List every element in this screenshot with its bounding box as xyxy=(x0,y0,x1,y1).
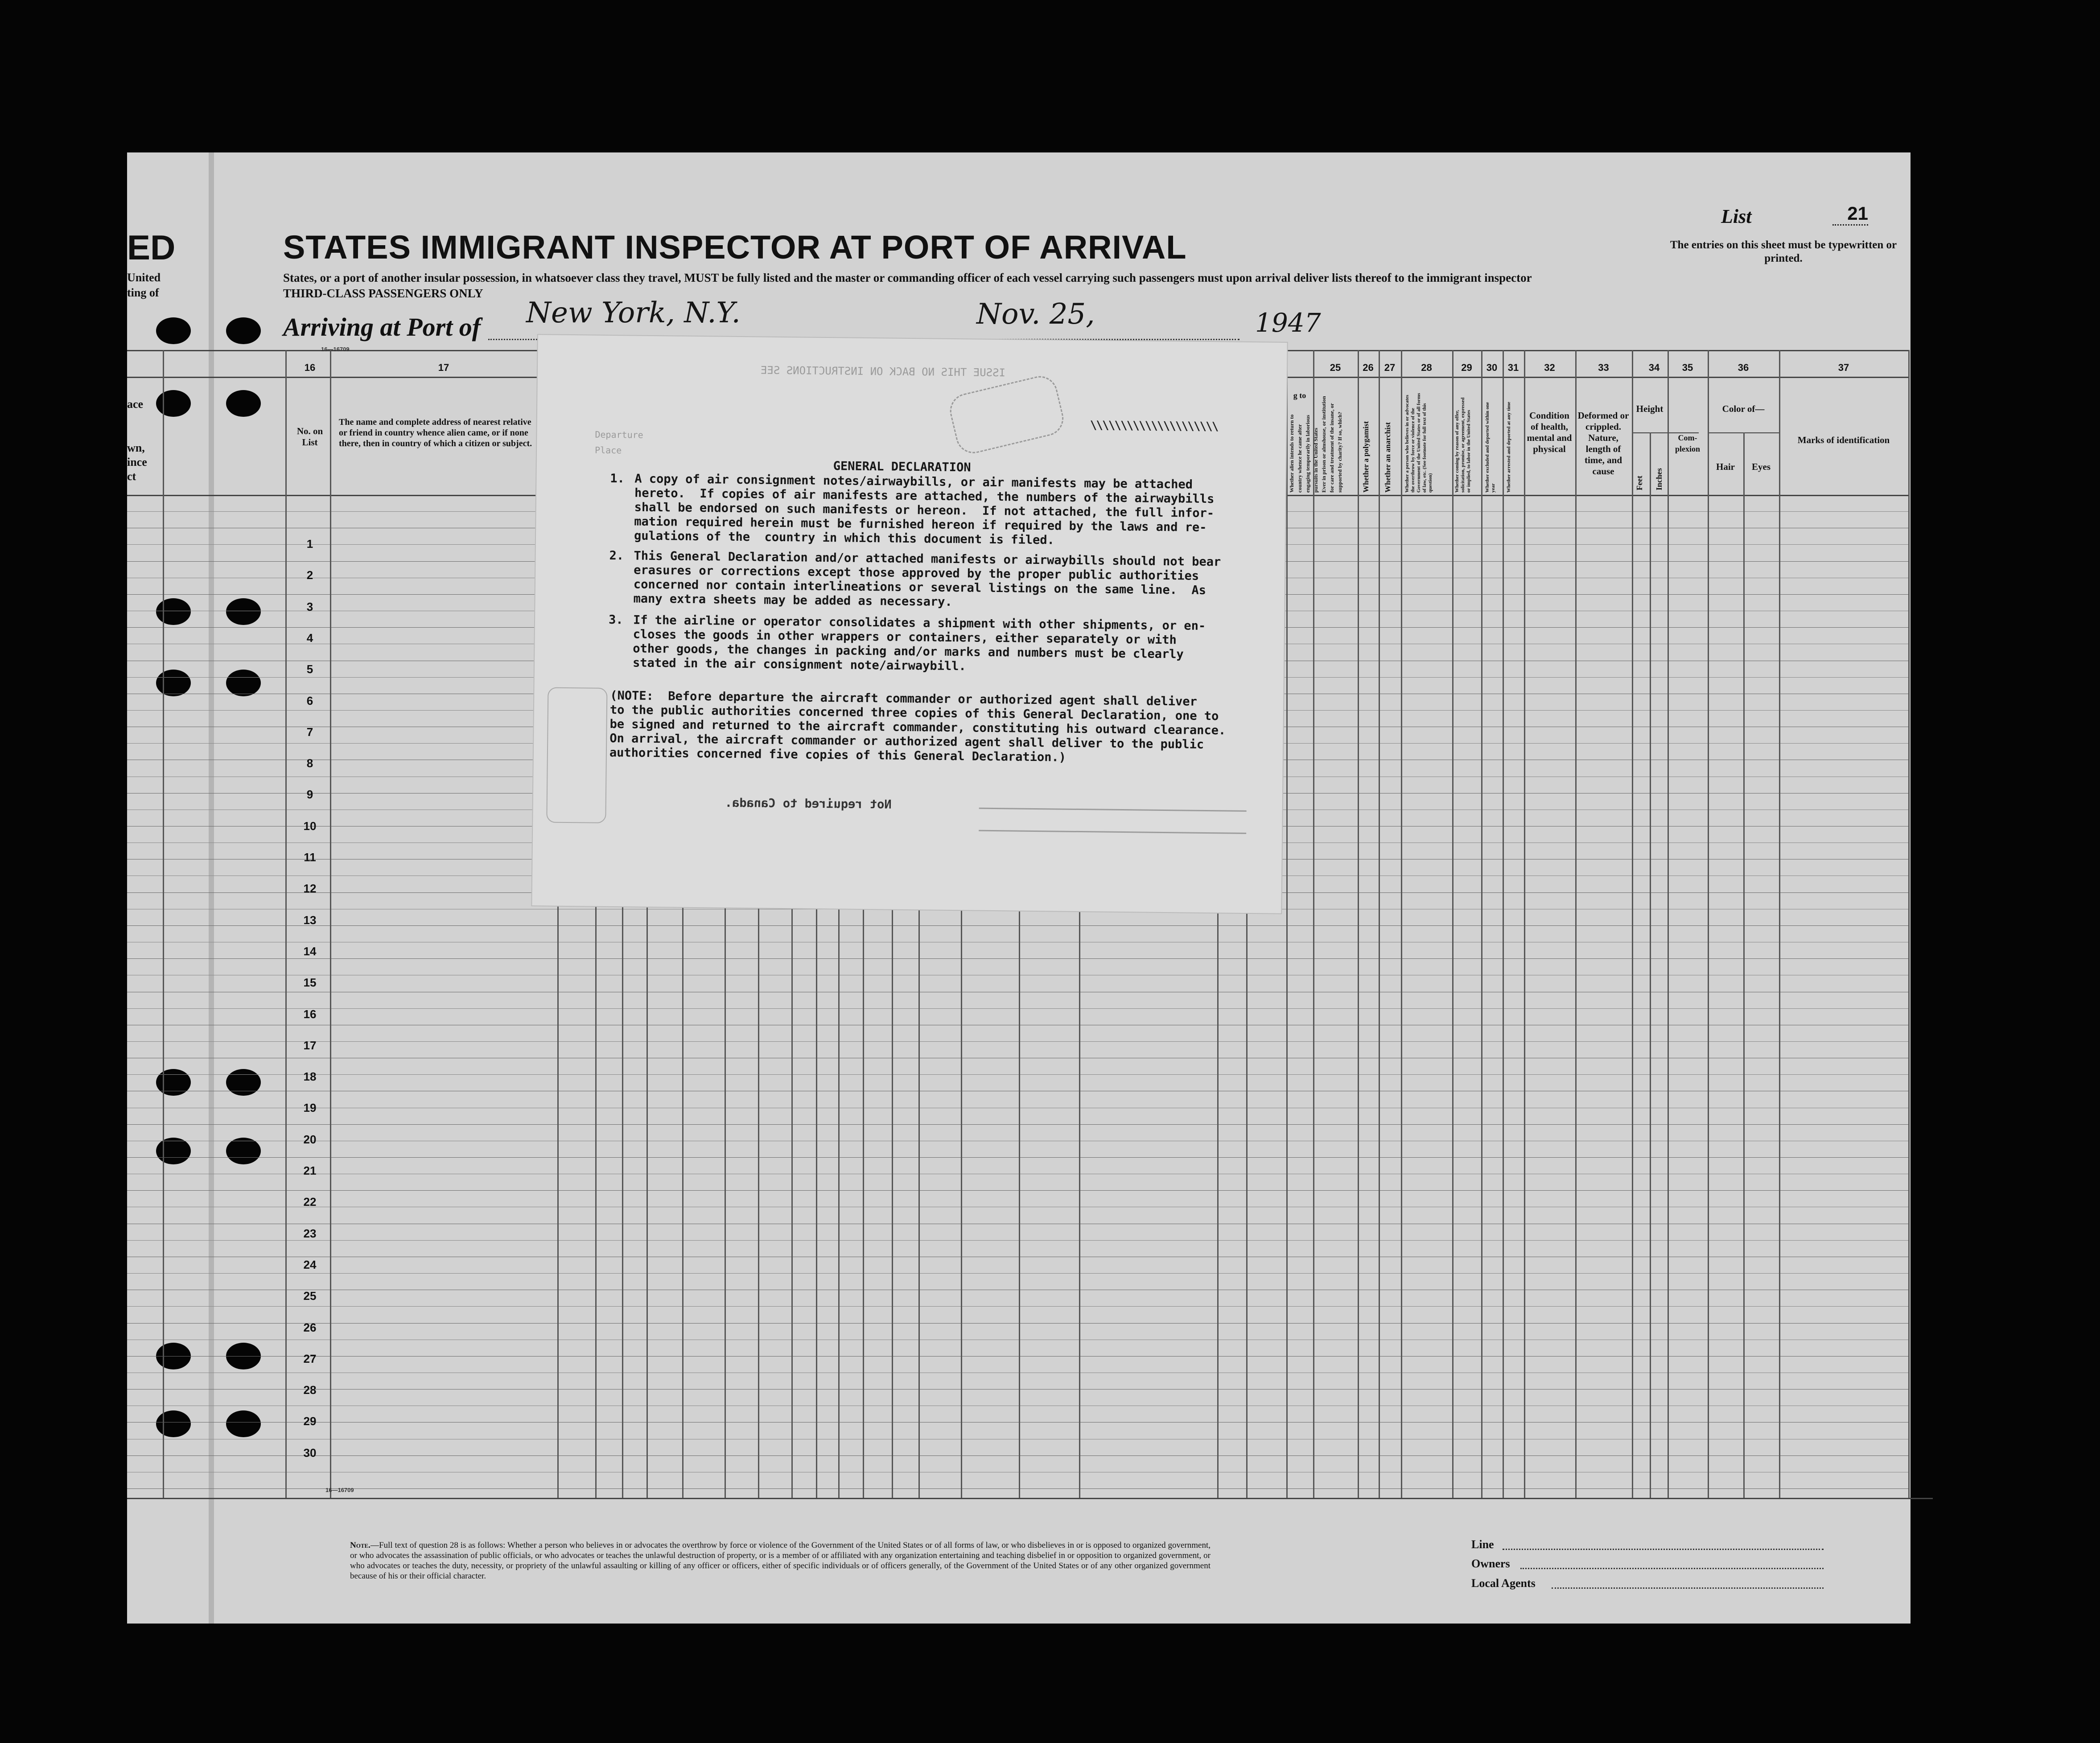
stamp-mark xyxy=(947,373,1067,457)
ghost-text: Place xyxy=(594,444,622,456)
row-number: 5 xyxy=(306,662,313,676)
row-number: 11 xyxy=(304,851,316,864)
row-rule xyxy=(127,1455,1908,1456)
port-handwritten: New York, N.Y. xyxy=(526,296,741,329)
row-rule xyxy=(127,925,1908,926)
row-number: 9 xyxy=(306,788,313,801)
header-partial-left: Whether alien intends to return to country whence he came after engaging temporarily in laborious pursuits in the United States xyxy=(1289,414,1319,493)
header-eyes: Eyes xyxy=(1752,461,1771,472)
line-label: Line xyxy=(1471,1538,1494,1551)
left-fragment: ince xyxy=(127,456,147,469)
row-rule xyxy=(127,1306,1908,1307)
row-number: 22 xyxy=(303,1195,317,1209)
row-number: 12 xyxy=(303,882,317,895)
date-handwritten: Nov. 25, xyxy=(976,298,1095,331)
row-number: 15 xyxy=(303,976,317,989)
declaration-note: (NOTE: Before departure the aircraft commander or authorized agent shall deliver to the public authorities concerned three copies of this General Declaration, one to be signed and returned to the aircraft commander, constituting his outward clearance. On arrival, the aircraft commander or authorized agent shall deliver to the public authorities concerned five copies of this General Declaration.) xyxy=(609,688,1226,765)
row-rule xyxy=(127,1240,1908,1241)
row-number: 28 xyxy=(303,1383,317,1397)
col-number: 31 xyxy=(1507,362,1519,373)
column-rule xyxy=(1908,350,1910,1498)
col-number: 26 xyxy=(1363,362,1374,373)
header-inches: Inches xyxy=(1655,468,1664,490)
column-rule xyxy=(1575,350,1577,1498)
declaration-item-2: This General Declaration and/or attached manifests or airwaybills should not bear erasures or corrections except those approved by the proper public authorities concerned nor contain interlineations or several listings on the same line. As many extra sheets may be added as necessary. xyxy=(633,549,1221,609)
header-marks: Marks of identification xyxy=(1797,435,1890,445)
page-fold xyxy=(209,152,214,1624)
ghost-rule xyxy=(979,830,1246,834)
left-fragment: wn, xyxy=(127,441,145,454)
column-rule xyxy=(1708,350,1709,1498)
left-fragment: ting of xyxy=(127,286,159,299)
agents-label: Local Agents xyxy=(1471,1577,1536,1590)
column-rule xyxy=(1632,350,1633,1498)
footnote xyxy=(350,1540,1211,1581)
left-fragment: ace xyxy=(127,398,144,411)
item-number: 2. xyxy=(609,548,624,563)
column-rule xyxy=(1401,350,1402,1498)
row-rule xyxy=(127,1273,1908,1274)
mirrored-footer: Not required to Canada. xyxy=(725,796,892,812)
declaration-title: GENERAL DECLARATION xyxy=(833,459,971,475)
row-number: 13 xyxy=(303,913,317,927)
left-fragment-ed: ED xyxy=(127,228,176,267)
header-complexion: Com-plexion xyxy=(1675,433,1700,453)
list-label: List xyxy=(1721,206,1752,227)
header-col33: Deformed or crippled. Nature, length of time, and cause xyxy=(1577,410,1629,477)
general-declaration-slip xyxy=(532,335,1287,913)
row-number: 26 xyxy=(303,1321,317,1334)
header-col25: Ever in prison or almshouse, or institution for care and treatment of the insane, or supported by charity? If so, which? xyxy=(1321,396,1343,493)
declaration-item-1: A copy of air consignment notes/airwaybills, or air manifests may be attached hereto. If copies of air manifests are attached, the numbers of the airwaybills shall be endorsed on such manifests or hereon. If not attached, the full infor- mation required herein must be furnished hereon if required by the laws and re- gulations of the country in which this document is filed. xyxy=(634,472,1215,547)
row-number: 14 xyxy=(303,945,317,958)
row-number: 29 xyxy=(303,1414,317,1428)
header-col32: Condition of health, mental and physical xyxy=(1527,410,1572,454)
ghost-rule xyxy=(979,808,1247,812)
header-hair: Hair xyxy=(1716,461,1735,472)
column-rule xyxy=(1379,350,1380,1498)
header-col29: Whether coming by reason of any offer, solicitation, promise, or agreement, expressed or implied, to labor in the United States xyxy=(1454,397,1471,493)
header-col28: Whether a person who believes in or advocates the overthrow by force or violence of the Government of the United States or of all forms of law, etc. (See footnote for full text of this question) xyxy=(1404,393,1433,493)
stamp-stripes: \\\\\\\\\\\\\\\\\\\\\ xyxy=(1090,419,1218,434)
col-number: 17 xyxy=(438,362,449,373)
column-rule xyxy=(1524,350,1525,1498)
arriving-label: Arriving at Port of xyxy=(283,312,481,341)
row-rule xyxy=(127,1124,1908,1125)
column-rule xyxy=(1650,432,1651,1498)
ghost-text: Departure xyxy=(595,429,643,440)
page-title: STATES IMMIGRANT INSPECTOR AT PORT OF ARRIVAL xyxy=(283,229,1187,266)
column-rule xyxy=(1481,350,1482,1498)
col-number: 30 xyxy=(1486,362,1498,373)
row-number: 17 xyxy=(303,1039,317,1052)
row-number: 2 xyxy=(306,568,313,582)
row-number: 20 xyxy=(303,1133,317,1146)
row-number: 23 xyxy=(303,1227,317,1240)
column-rule xyxy=(1286,350,1288,1498)
column-rule xyxy=(1743,432,1745,1498)
col-number: 37 xyxy=(1838,362,1849,373)
row-number: 10 xyxy=(303,819,317,833)
column-rule xyxy=(1503,350,1504,1498)
column-rule xyxy=(1779,350,1780,1498)
column-rule xyxy=(1358,350,1359,1498)
form-code: 16—16709 xyxy=(321,346,350,353)
col-number: 28 xyxy=(1421,362,1432,373)
row-rule xyxy=(127,958,1908,959)
row-number: 4 xyxy=(306,631,313,645)
header-color-of: Color of— xyxy=(1722,403,1765,414)
ghost-text: ISSUE THIS NO BACK ON INSTRUCTIONS SEE xyxy=(760,364,1006,379)
col-number: 35 xyxy=(1682,362,1693,373)
col-number: 29 xyxy=(1461,362,1472,373)
row-rule xyxy=(127,1041,1908,1042)
col-number: 16 xyxy=(304,362,316,373)
left-fragment: United xyxy=(127,271,161,284)
col-number: 32 xyxy=(1544,362,1555,373)
declaration-item-3: If the airline or operator consolidates a shipment with other shipments, or en- closes the goods in other wrappers or containers, either separately or with other goods, the changes in packing and/or marks and numbers must be clearly stated in the air consignment note/airwaybill. xyxy=(632,613,1206,674)
column-rule xyxy=(1313,350,1314,1498)
row-number: 18 xyxy=(303,1070,317,1083)
year-handwritten: 1947 xyxy=(1255,308,1321,338)
col-number: 25 xyxy=(1330,362,1341,373)
row-number: 27 xyxy=(303,1352,317,1365)
column-rule xyxy=(330,350,331,1498)
row-rule xyxy=(127,1008,1908,1009)
col-number: 27 xyxy=(1384,362,1396,373)
row-rule xyxy=(127,1074,1908,1075)
table-bottom-line xyxy=(127,1498,1933,1499)
row-number: 19 xyxy=(303,1101,317,1114)
header-height: Height xyxy=(1636,403,1664,414)
header-no-on-list: No. on List xyxy=(296,426,323,448)
col-number: 33 xyxy=(1598,362,1609,373)
header-col30: Whether excluded and deported within one year xyxy=(1485,402,1496,493)
row-number: 8 xyxy=(306,756,313,770)
pencil-mark xyxy=(546,687,607,823)
footnote-label: Note. xyxy=(350,1541,371,1550)
subtitle: States, or a port of another insular possession, in whatsoever class they travel, MUST be fully listed and the master or commanding officer of each vessel carrying such passengers must upon arrival deliver lists thereof to the immigrant inspector xyxy=(283,271,1532,284)
header-feet: Feet xyxy=(1635,476,1644,490)
line-field xyxy=(1503,1549,1824,1550)
row-number: 1 xyxy=(306,537,313,551)
row-number: 7 xyxy=(306,725,313,739)
class-line: THIRD-CLASS PASSENGERS ONLY xyxy=(283,287,483,300)
row-rule xyxy=(127,1323,1908,1324)
header-partial: g to xyxy=(1293,391,1306,400)
left-fragment: ct xyxy=(127,470,136,483)
row-rule xyxy=(127,1488,1908,1489)
column-rule xyxy=(1668,350,1669,1498)
col-number: 36 xyxy=(1738,362,1749,373)
row-number: 3 xyxy=(306,600,313,613)
header-col31: Whether arrested and deported at any time xyxy=(1506,402,1511,493)
row-number: 21 xyxy=(303,1164,317,1177)
owners-label: Owners xyxy=(1471,1557,1510,1570)
entries-note: The entries on this sheet must be typewritten or printed. xyxy=(1670,239,1897,264)
item-number: 3. xyxy=(608,613,623,627)
row-number: 25 xyxy=(303,1289,317,1303)
row-rule xyxy=(127,1356,1908,1357)
column-rule xyxy=(1452,350,1454,1498)
row-number: 24 xyxy=(303,1258,317,1271)
list-number: 21 xyxy=(1832,203,1868,226)
col-number: 34 xyxy=(1648,362,1660,373)
header-col26: Whether a polygamist xyxy=(1362,421,1370,493)
item-number: 1. xyxy=(610,471,625,486)
agents-field xyxy=(1552,1587,1824,1589)
row-number: 6 xyxy=(306,694,313,707)
owners-field xyxy=(1520,1568,1824,1569)
row-rule xyxy=(127,1157,1908,1158)
column-rule xyxy=(285,350,287,1498)
footnote-text: —Full text of question 28 is as follows: Whether a person who believes in or advocates the overthrow by force or violence of the Government of the United States or of all forms of law, or who disbelieves in or is opposed to organized government, or who advocates the assassination of public officials, or who advocates or teaches the unlawful destruction of property, or is a member of or affiliated with any organization entertaining and teaching disbelief in or opposition to organized government, or who advocates or teaches the duty, necessity, or propriety of the unlawful assaulting or killing of any officer or officers, either of specific individuals or of officers generally, of the Government of the United States or of any other organized government because of his or their official character. xyxy=(350,1541,1211,1581)
row-number: 16 xyxy=(303,1007,317,1021)
row-rule xyxy=(127,1190,1908,1191)
row-number: 30 xyxy=(303,1446,317,1459)
column-rule xyxy=(163,350,164,1498)
header-col27: Whether an anarchist xyxy=(1384,422,1392,493)
header-relative: The name and complete address of nearest relative or friend in country whence alien came, or if none there, then in country of which a citizen or subject. xyxy=(339,417,532,448)
form-code: 16—16709 xyxy=(325,1487,354,1493)
